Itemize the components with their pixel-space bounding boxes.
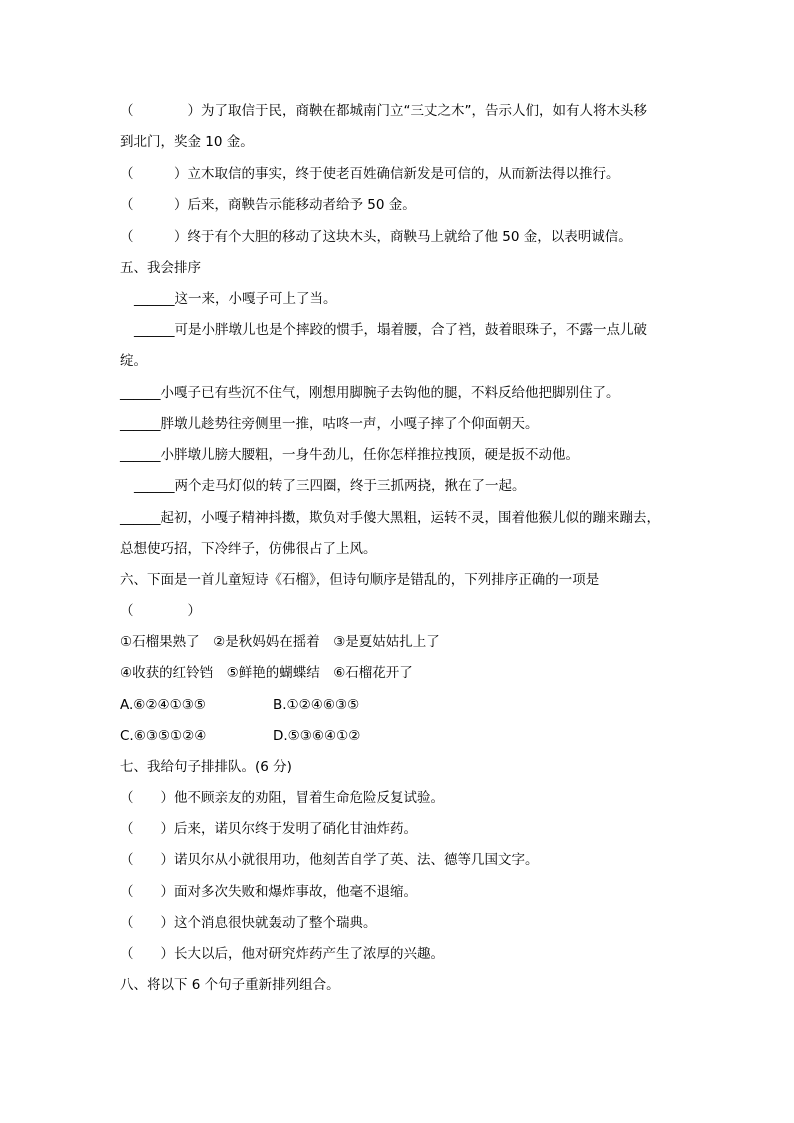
section7-title: 七、我给句子排排队。(6 分) xyxy=(120,759,292,775)
section7-item-3: （ ）诺贝尔从小就很用功，他刻苦自学了英、法、德等几国文字。 xyxy=(120,852,539,868)
section4-item-1a: （ ）为了取信于民，商鞅在都城南门立“三丈之木”，告示人们，如有人将木头移 xyxy=(120,103,647,119)
section5-title: 五、我会排序 xyxy=(120,260,201,276)
section4-item-4: （ ）终于有个大胆的移动了这块木头，商鞅马上就给了他 50 金，以表明诚信。 xyxy=(120,229,632,245)
section6-poem-line-1: ①石榴果熟了 ②是秋妈妈在摇着 ③是夏姑姑扎上了 xyxy=(120,634,440,650)
section6-option-c: C.⑥③⑤①②④ xyxy=(120,728,207,744)
section4-item-1b: 到北门，奖金 10 金。 xyxy=(120,134,254,150)
section4-item-3: （ ）后来，商鞅告示能移动者给予 50 金。 xyxy=(120,197,416,213)
section5-item-2b: 绽。 xyxy=(120,353,147,369)
section6-title: 六、下面是一首儿童短诗《石榴》，但诗句顺序是错乱的，下列排序正确的一项是 xyxy=(120,572,600,588)
section4-item-2: （ ）立木取信的事实，终于使老百姓确信新发是可信的，从而新法得以推行。 xyxy=(120,166,620,182)
section5-item-1: ______这一来，小嘎子可上了当。 xyxy=(134,291,337,307)
section5-item-3: ______小嘎子已有些沉不住气，刚想用脚腕子去钩他的腿，不料反给他把脚别住了。 xyxy=(120,385,620,401)
section6-option-b: B.①②④⑥③⑤ xyxy=(273,697,360,713)
section6-option-a: A.⑥②④①③⑤ xyxy=(120,697,206,713)
section7-item-2: （ ）后来，诺贝尔终于发明了硝化甘油炸药。 xyxy=(120,821,417,837)
section8-title: 八、将以下 6 个句子重新排列组合。 xyxy=(120,977,340,993)
section6-answer-blank: （ ） xyxy=(120,603,201,619)
section7-item-6: （ ）长大以后，他对研究炸药产生了浓厚的兴趣。 xyxy=(120,946,444,962)
section7-item-1: （ ）他不顾亲友的劝阻，冒着生命危险反复试验。 xyxy=(120,790,444,806)
section6-poem-line-2: ④收获的红铃铛 ⑤鲜艳的蝴蝶结 ⑥石榴花开了 xyxy=(120,665,413,681)
section5-item-5: ______小胖墩儿膀大腰粗，一身牛劲儿，任你怎样推拉拽顶，硬是扳不动他。 xyxy=(120,447,579,463)
section6-option-d: D.⑤③⑥④①② xyxy=(273,728,361,744)
section7-item-4: （ ）面对多次失败和爆炸事故，他毫不退缩。 xyxy=(120,884,417,900)
section7-item-5: （ ）这个消息很快就轰动了整个瑞典。 xyxy=(120,915,377,931)
section5-item-6: ______两个走马灯似的转了三四圈，终于三抓两挠，揪在了一起。 xyxy=(134,478,526,494)
section5-item-2a: ______可是小胖墩儿也是个摔跤的惯手，塌着腰，合了裆，鼓着眼珠子，不露一点儿破 xyxy=(134,322,647,338)
section5-item-7b: 总想使巧招，下冷绊子，仿佛很占了上风。 xyxy=(120,541,377,557)
section5-item-4: ______胖墩儿趁势往旁侧里一推，咕咚一声，小嘎子摔了个仰面朝天。 xyxy=(120,416,539,432)
section5-item-7a: ______起初，小嘎子精神抖擞，欺负对手傻大黑粗，运转不灵，围着他猴儿似的蹦来蹦去， xyxy=(120,510,660,526)
